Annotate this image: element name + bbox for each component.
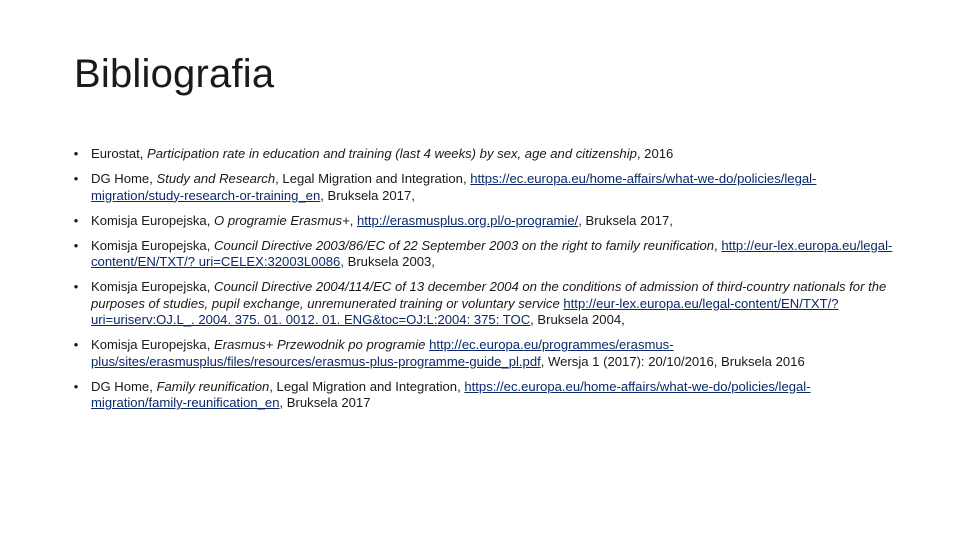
reference-link[interactable]: https://ec.europa.eu/home-affairs/what-we-do/policies/legal-migration/study-research-or-training_en <box>91 171 817 203</box>
reference-author: Komisja Europejska, <box>91 212 214 228</box>
reference-mid: , <box>714 237 722 253</box>
reference-author: Komisja Europejska, <box>91 279 214 294</box>
reference-item <box>70 337 900 370</box>
reference-author: DG Home, <box>91 378 157 394</box>
reference-title: O programie Erasmus+ <box>214 212 350 228</box>
reference-author: Komisja Europejska, <box>91 237 214 253</box>
bullet-icon: • <box>73 146 79 161</box>
reference-link[interactable]: http://eur-lex.europa.eu/legal-content/EN/TXT/? uri=uriserv:OJ.L_. 2004. 375. 01. 0012. 01. ENG&toc=OJ:L:2004: 375: TOC <box>91 295 839 327</box>
reference-mid: , Legal Migration and Integration, <box>275 171 471 186</box>
reference-tail: , Bruksela 2017, <box>578 212 673 228</box>
reference-tail: , Wersja 1 (2017): 20/10/2016, Bruksela 2016 <box>540 353 805 369</box>
reference-item <box>70 171 900 204</box>
reference-title: Study and Research <box>156 171 276 186</box>
bibliography-list <box>70 146 900 420</box>
slide-title: Bibliografia <box>74 52 275 96</box>
reference-link[interactable]: http://eur-lex.europa.eu/legal-content/EN/TXT/? uri=CELEX:32003L0086 <box>91 237 893 269</box>
reference-link[interactable]: http://ec.europa.eu/programmes/erasmus-plus/sites/erasmusplus/files/resources/erasmus-plus-programme-guide_pl.pdf <box>91 337 674 369</box>
bullet-icon: • <box>73 171 79 186</box>
reference-title: Council Directive 2004/114/EC of 13 december 2004 on the conditions of admission of third-country nationals for the purposes of studies, pupil exchange, unremunerated training or voluntary service <box>91 279 887 311</box>
reference-title: Participation rate in education and training (last 4 weeks) by sex, age and citizenship <box>147 146 637 161</box>
reference-tail: , Bruksela 2017 <box>279 395 371 410</box>
bullet-icon: • <box>73 337 79 352</box>
reference-title: Erasmus+ Przewodnik po programie <box>214 337 426 352</box>
reference-author: Komisja Europejska, <box>91 337 214 352</box>
reference-link[interactable]: http://erasmusplus.org.pl/o-programie/ <box>357 212 579 228</box>
reference-author: DG Home, <box>91 171 157 186</box>
bullet-icon: • <box>73 212 79 228</box>
reference-item <box>70 238 900 271</box>
reference-title: Council Directive 2003/86/EC of 22 September 2003 on the right to family reunification <box>214 237 715 253</box>
reference-tail: , Bruksela 2017, <box>320 187 415 203</box>
reference-author: Eurostat, <box>91 146 148 161</box>
bullet-icon: • <box>73 279 79 294</box>
bullet-icon: • <box>73 378 79 394</box>
reference-item <box>70 379 900 412</box>
reference-link[interactable]: https://ec.europa.eu/home-affairs/what-we-do/policies/legal-migration/family-reunification_en <box>91 378 811 410</box>
reference-tail: , Bruksela 2004, <box>530 312 625 327</box>
reference-title: Family reunification <box>156 378 270 394</box>
reference-mid: , <box>349 212 357 228</box>
reference-item <box>70 279 900 329</box>
reference-item <box>70 213 900 230</box>
reference-mid: , Legal Migration and Integration, <box>269 378 465 394</box>
reference-item <box>70 146 900 163</box>
reference-tail: , Bruksela 2003, <box>340 254 435 269</box>
reference-tail: , 2016 <box>636 146 674 161</box>
bullet-icon: • <box>73 237 79 253</box>
